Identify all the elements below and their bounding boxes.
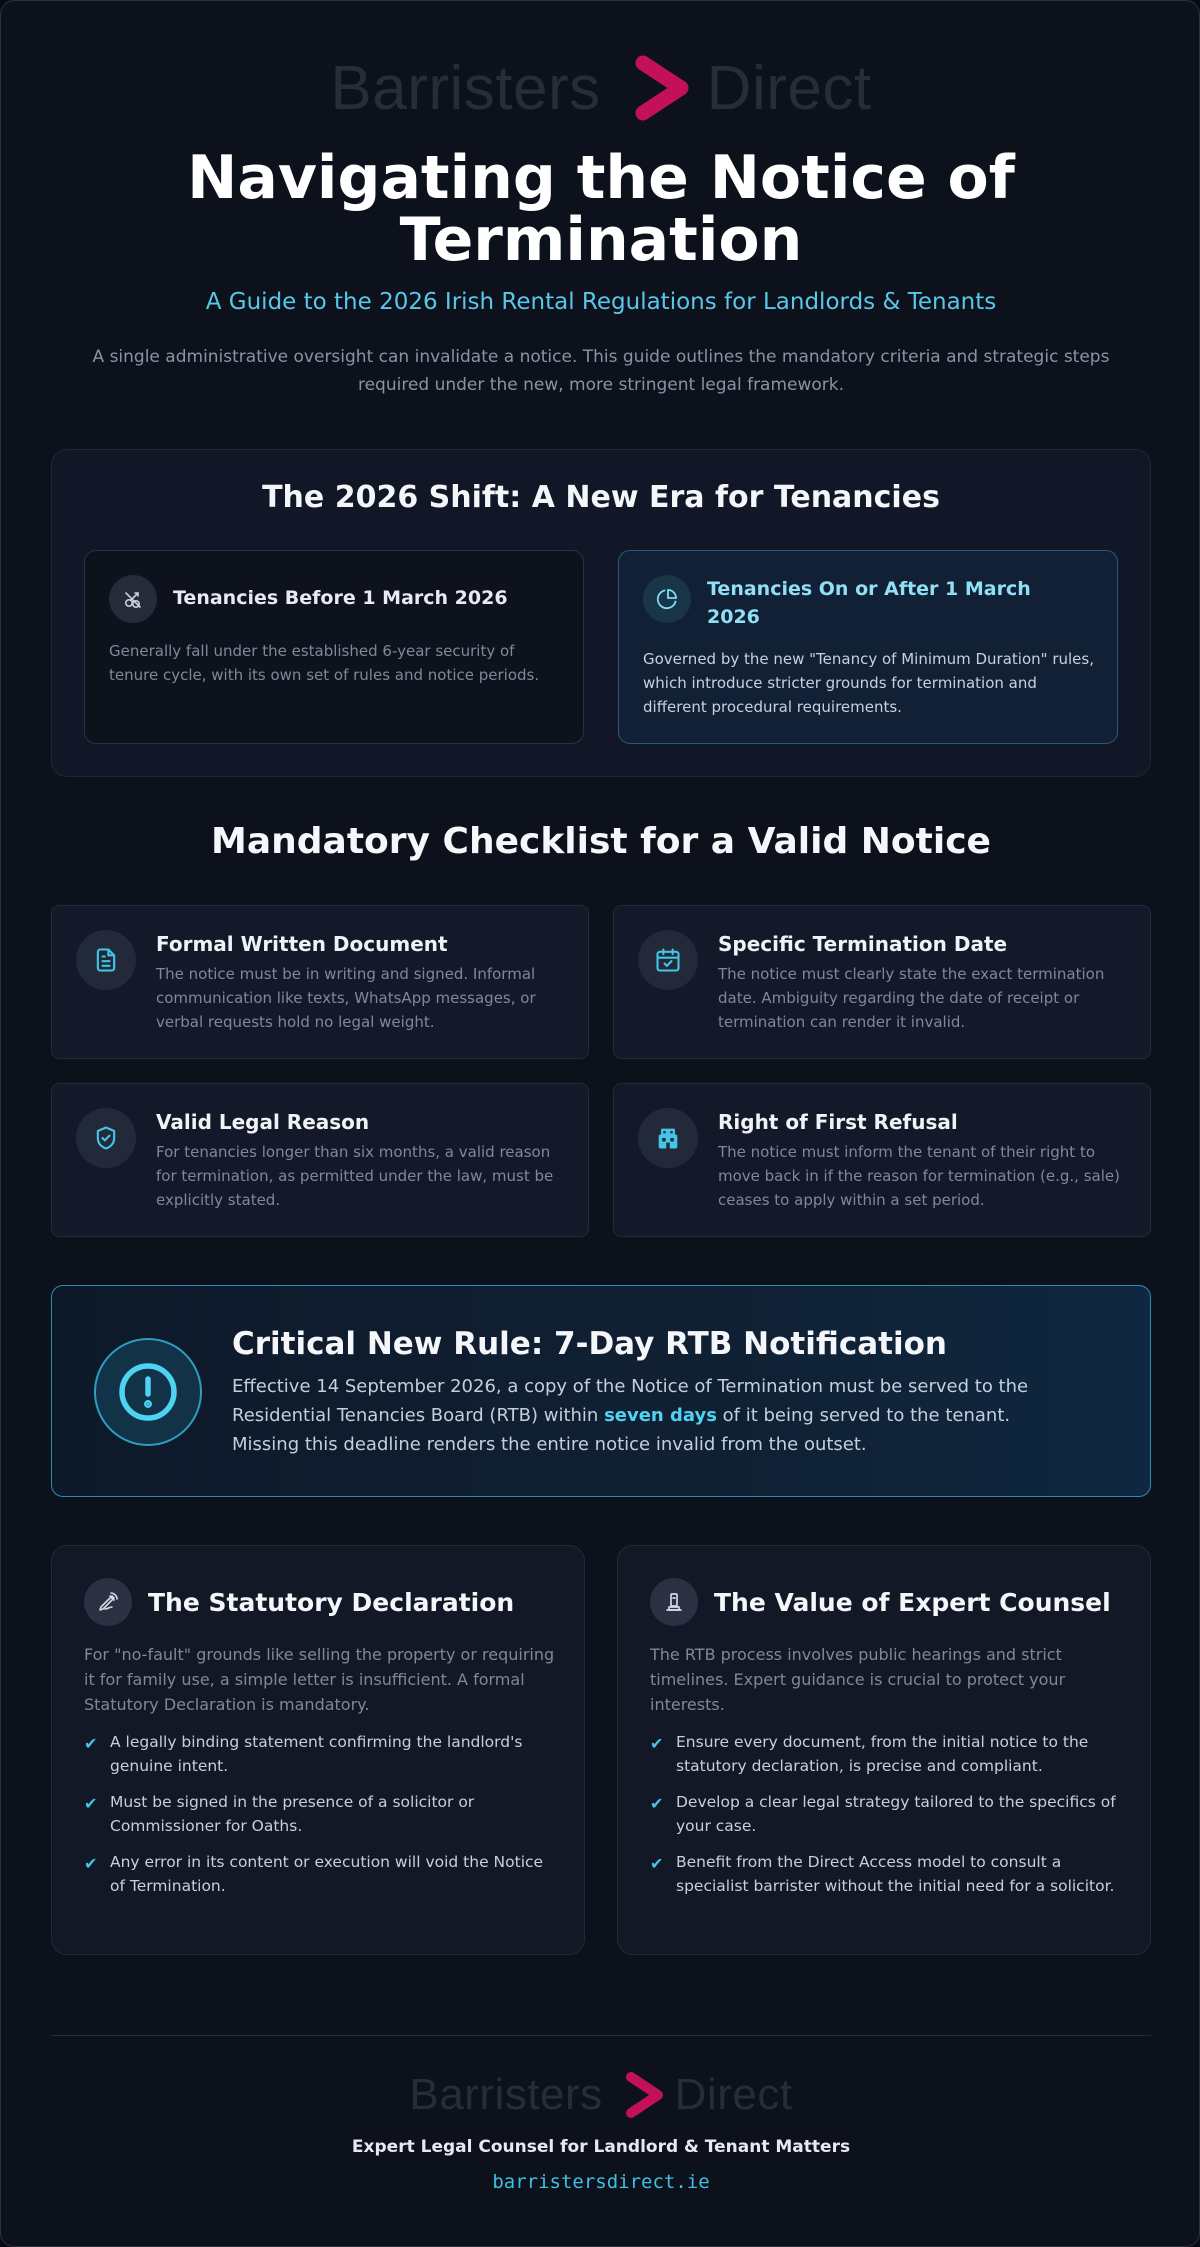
shield-check-icon <box>92 1124 120 1152</box>
intro-text: A single administrative oversight can invalidate a notice. This guide outlines the mandatory criteria and strategic steps required under the new, more stringent legal framework. <box>92 347 1110 395</box>
check-icon: ✔ <box>650 1734 664 1753</box>
list-item: ✔ A legally binding statement confirming the landlord's genuine intent. <box>84 1730 560 1778</box>
brand-name-left: Barristers <box>330 53 601 123</box>
expert-counsel-card <box>617 1545 1151 1955</box>
footer-tagline: Expert Legal Counsel for Landlord & Tenant Matters <box>351 2137 851 2157</box>
statutory-declaration-card <box>51 1545 585 1955</box>
checklist-item-written <box>51 905 589 1059</box>
tenancy-card-text: Generally fall under the established 6-year security of tenure cycle, with its own set of rules and notice periods. <box>109 642 540 684</box>
critical-rule-title: Critical New Rule: 7-Day RTB Notification <box>232 1326 947 1362</box>
calendar-check-icon <box>654 946 682 974</box>
statutory-title: The Statutory Declaration <box>148 1588 515 1617</box>
page-title: Navigating the Notice of Termination <box>187 143 1015 275</box>
check-icon: ✔ <box>650 1794 664 1813</box>
critical-rule-text: Effective 14 September 2026, a copy of the Notice of Termination must be served to the Residential Tenancies Board (RTB) within seven days of it being served to the tenant. Missing this deadline renders the entire notice invalid from the outset. <box>232 1376 1029 1455</box>
shift-panel <box>51 449 1151 777</box>
tenancy-card-before <box>84 550 584 744</box>
history-icon <box>121 587 145 611</box>
critical-rule-panel <box>51 1285 1151 1497</box>
checklist-item-reason <box>51 1083 589 1237</box>
checklist-item-text: For tenancies longer than six months, a valid reason for termination, as permitted under the law, must be explicitly stated. <box>156 1143 554 1209</box>
check-icon: ✔ <box>84 1734 98 1753</box>
footer-brand-logo[interactable] <box>1 2063 1200 2127</box>
checklist-item-title: Specific Termination Date <box>718 932 1008 956</box>
statutory-text: For "no-fault" grounds like selling the property or requiring it for family use, a simple letter is insufficient. A formal Statutory Declaration is mandatory. <box>84 1645 555 1714</box>
list-item: ✔ Any error in its content or execution will void the Notice of Termination. <box>84 1850 560 1898</box>
chevron-right-icon <box>631 53 695 123</box>
alert-circle-icon <box>118 1362 178 1422</box>
checklist-item-title: Valid Legal Reason <box>156 1110 370 1134</box>
list-item: ✔ Must be signed in the presence of a solicitor or Commissioner for Oaths. <box>84 1790 560 1838</box>
brand-name-right: Direct <box>706 53 872 123</box>
tenancy-card-title: Tenancies Before 1 March 2026 <box>173 587 508 609</box>
gavel-icon <box>662 1590 686 1614</box>
checklist-item-date <box>613 905 1151 1059</box>
check-icon: ✔ <box>84 1854 98 1873</box>
list-item: ✔ Ensure every document, from the initial notice to the statutory declaration, is precise and compliant. <box>650 1730 1126 1778</box>
check-icon: ✔ <box>84 1794 98 1813</box>
home-icon <box>654 1124 682 1152</box>
brand-name-right: Direct <box>674 2070 793 2119</box>
check-icon: ✔ <box>650 1854 664 1873</box>
list-item: ✔ Benefit from the Direct Access model to consult a specialist barrister without the initial need for a solicitor. <box>650 1850 1126 1898</box>
checklist-item-refusal <box>613 1083 1151 1237</box>
pie-chart-icon <box>655 587 679 611</box>
list-item: ✔ Develop a clear legal strategy tailored to the specifics of your case. <box>650 1790 1126 1838</box>
counsel-points <box>650 1730 1126 1910</box>
counsel-text: The RTB process involves public hearings and strict timelines. Expert guidance is crucial to protect your interests. <box>650 1645 1066 1714</box>
shift-title: The 2026 Shift: A New Era for Tenancies <box>262 480 940 515</box>
signature-icon <box>96 1590 120 1614</box>
page-subtitle: A Guide to the 2026 Irish Rental Regulations for Landlords & Tenants <box>205 289 997 315</box>
checklist-item-text: The notice must be in writing and signed. Informal communication like texts, WhatsApp messages, or verbal requests hold no legal weight. <box>156 965 536 1031</box>
tenancy-card-title: Tenancies On or After 1 March 2026 <box>707 578 1031 628</box>
tenancy-card-text: Governed by the new "Tenancy of Minimum Duration" rules, which introduce stricter grounds for termination and different procedural requirements. <box>643 650 1094 716</box>
checklist-item-title: Right of First Refusal <box>718 1110 958 1134</box>
brand-name-left: Barristers <box>409 2070 603 2119</box>
footer-divider <box>51 2035 1151 2036</box>
chevron-right-icon <box>623 2070 667 2120</box>
tenancy-card-after <box>618 550 1118 744</box>
deadline-highlight: seven days <box>604 1405 717 1426</box>
checklist-item-text: The notice must clearly state the exact termination date. Ambiguity regarding the date of receipt or termination can render it invalid. <box>718 965 1105 1031</box>
document-icon <box>92 946 120 974</box>
website-link[interactable]: barristersdirect.ie <box>492 2171 710 2193</box>
statutory-points <box>84 1730 560 1910</box>
brand-logo[interactable] <box>1 43 1200 133</box>
checklist-item-text: The notice must inform the tenant of their right to move back in if the reason for termination (e.g., sale) ceases to apply within a set period. <box>718 1143 1120 1209</box>
counsel-title: The Value of Expert Counsel <box>714 1588 1111 1617</box>
checklist-title: Mandatory Checklist for a Valid Notice <box>211 821 991 862</box>
checklist-item-title: Formal Written Document <box>156 932 448 956</box>
